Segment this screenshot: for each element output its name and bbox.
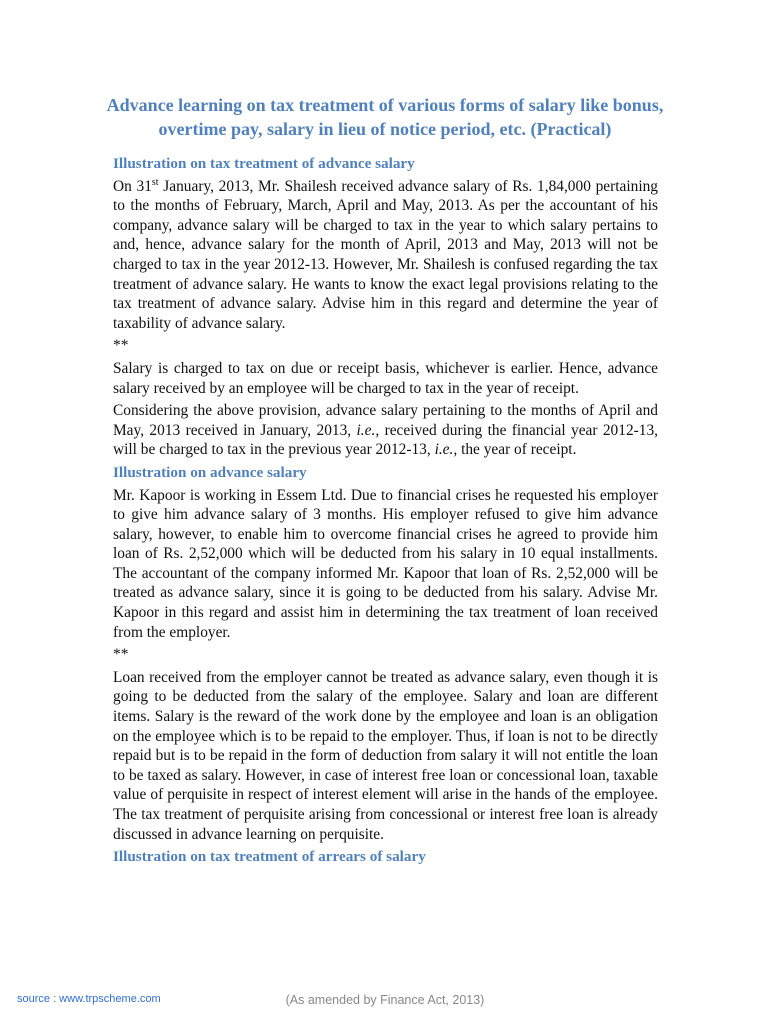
- answer-paragraph-conclusion: [113, 401, 658, 460]
- answer-separator: **: [113, 337, 129, 355]
- source-link[interactable]: source : www.trpscheme.com: [17, 993, 161, 1005]
- section-heading-arrears-of-salary: Illustration on tax treatment of arrears of salary: [113, 848, 426, 866]
- illustration-question-shailesh: [113, 177, 658, 334]
- answer-paragraph-receipt-basis: Salary is charged to tax on due or receipt basis, whichever is earlier. Hence, advance salary received by an employee will be charged to tax in the year of receipt.: [113, 359, 658, 397]
- answer-separator: **: [113, 646, 129, 664]
- question-text-rest: January, 2013, Mr. Shailesh received advance salary of Rs. 1,84,000 pertaining to the months of February, March, April and May, 2013. As per the accountant of his company, advance salary will be charged to tax in the year to which salary pertains to and, hence, advance salary for the month of April, 2013 and May, 2013 will not be charged to tax in the year 2012-13. However, Mr. Shailesh is confused regarding the tax treatment of advance salary. He wants to know the exact legal provisions relating to the tax treatment of advance salary. Advise him in this regard and determine the year of taxability of advance salary.: [113, 177, 658, 332]
- amendment-note: (As amended by Finance Act, 2013): [285, 993, 485, 1007]
- conclusion-text-start: Considering the above provision, advance salary pertaining to the months of April and May, 2013 received in January, 2013,: [113, 402, 658, 439]
- answer-paragraph-loan: Loan received from the employer cannot be treated as advance salary, even though it is going to be deducted from the salary of the employee. Salary and loan are different items. Salary is the reward of the work done by the employee and loan is an obligation on the employee which is to be repaid to the employer. Thus, if loan is not to be directly repaid but is to be repaid in the form of deduction from salary it will not entitle the loan to be taxed as salary. However, in case of interest free loan or concessional loan, taxable value of perquisite in respect of interest element will arise in the hands of the employee. The tax treatment of perquisite arising from concessional or interest free loan is already discussed in advance learning on perquisite.: [113, 668, 658, 843]
- ie-abbreviation: i.e.,: [434, 441, 458, 459]
- conclusion-text-end: the year of receipt.: [457, 441, 577, 459]
- section-heading-advance-salary: Illustration on advance salary: [113, 463, 307, 481]
- document-body: [113, 154, 658, 870]
- illustration-question-kapoor: Mr. Kapoor is working in Essem Ltd. Due to financial crises he requested his employer to give him advance salary of 3 months. His employer refused to give him advance salary, however, to enable him to overcome financial crises he agreed to provide him loan of Rs. 2,52,000 which will be deducted from his salary in 10 equal installments. The accountant of the company informed Mr. Kapoor that loan of Rs. 2,52,000 will be treated as advance salary, since it is going to be deducted from his salary. Advise Mr. Kapoor in this regard and assist him in determining the tax treatment of loan received from the employer.: [113, 486, 658, 641]
- date-ordinal-suffix: st: [151, 176, 159, 188]
- question-text-start: On 31: [113, 177, 152, 195]
- ie-abbreviation: i.e.,: [356, 421, 380, 439]
- section-heading-advance-salary-tax-treatment: Illustration on tax treatment of advance salary: [113, 155, 415, 172]
- conclusion-text-middle: received during the financial year 2012-13, will be charged to tax in the previous year 2012-13,: [113, 421, 659, 459]
- page-title: Advance learning on tax treatment of various forms of salary like bonus, overtime pay, salary in lieu of notice period, etc. (Practical): [106, 95, 664, 139]
